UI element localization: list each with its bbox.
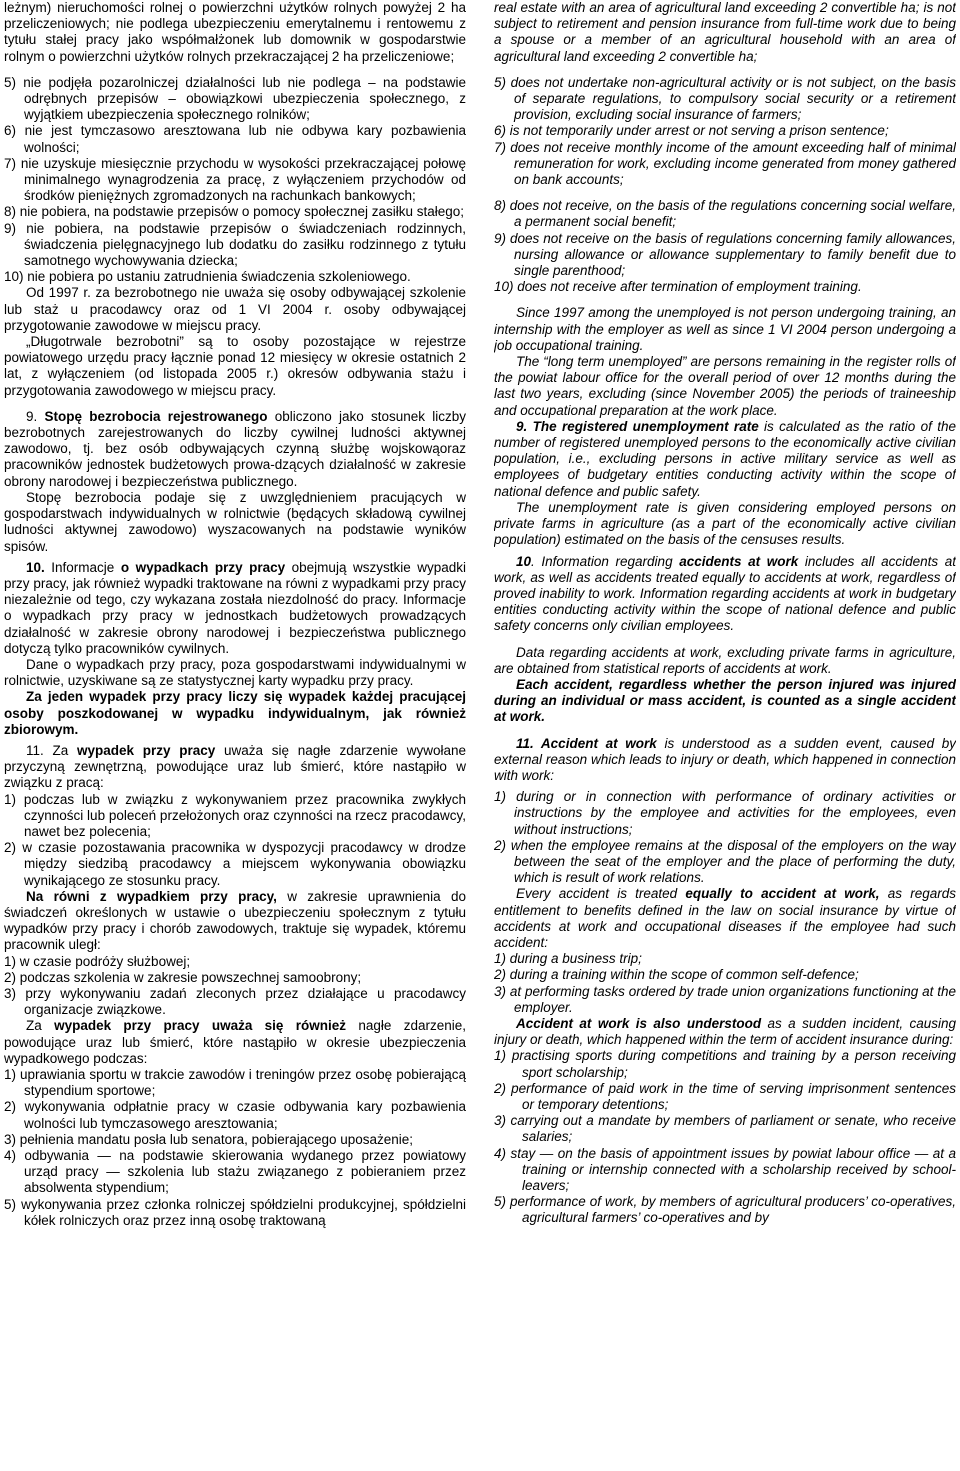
list-item-6-en: 6) is not temporarily under arrest or not serving a prison sentence; bbox=[494, 123, 889, 139]
section-9-para-2: Stopę bezrobocia podaje się z uwzględnieniem pracujących w gospodarstwach indywidualnych w rolnictwie (będących składową cywilnej ludności aktywnej zawodowo) wyszacowanych na podstawie wyników spisów. bbox=[4, 489, 466, 554]
section-11-para-3-item-4: 4) odbywania — na podstawie skierowania wydanego przez powiatowy urząd pracy — szkolenia lub stażu związanego z pobieraniem przez absolwenta stypendium; bbox=[4, 1148, 466, 1196]
section-11-item-1-en: 1) during or in connection with performance of ordinary activities or instructions by the employee and activities for the employees, even without instructions; bbox=[494, 789, 956, 837]
section-11-en: 11. Accident at work is understood as a sudden event, caused by external reason which leads to injury or death, which happened in connection with work: bbox=[494, 735, 956, 783]
section-9-en: 9. The registered unemployment rate is calculated as the ratio of the number of registered unemployed persons to the economically active civilian population, i.e., excluding persons in active military service as well as employees of budgetary entities conducting activity within the scope of national defence and public safety. bbox=[494, 418, 956, 499]
para-1997-en: Since 1997 among the unemployed is not person undergoing training, an internship with the employer as well as since 1 VI 2004 person undergoing a job occupational training. bbox=[494, 305, 956, 353]
section-9-term-en: 9. The registered unemployment rate bbox=[516, 418, 759, 434]
section-10-en: 10. Information regarding accidents at work includes all accidents at work, as well as accidents treated equally to accidents at work, regardless of proved inability to work. Information regarding accidents at work in budgetary entities conducting activity within the scope of national defence and public safety concerns only civilian employees. bbox=[494, 553, 956, 634]
section-11-para-3-item-5: 5) wykonywania przez członka rolniczej spółdzielni produkcyjnej, spółdzielni kółek rolniczych oraz przez inną osobę traktowaną bbox=[4, 1196, 466, 1228]
para-top-en: real estate with an area of agricultural land exceeding 2 convertible ha; is not subject to retirement and pension insurance from full-time work due to being a spouse or a member of an agricultural household with an area of agricultural land exceeding 2 convertible ha; bbox=[494, 0, 956, 64]
section-9: 9. Stopę bezrobocia rejestrowanego obliczono jako stosunek liczby bezrobotnych zarejestrowanych do liczby cywilnej ludności aktywnej zawodowo, tj. bez osób odbywających czynną służbę wojskowąoraz pracowników jednostek budżetowych prowa-dzących działalność w zakresie obrony narodowej i bezpieczeństwa publicznego. bbox=[4, 408, 466, 489]
para-long-term-en: The “long term unemployed” are persons remaining in the register rolls of the powiat labour office for the overall period of over 12 months during the last two years, excluding (since November 2005) the periods of traineeship and occupational preparation at the work place. bbox=[494, 354, 956, 418]
section-11-para-3-item-5-en: 5) performance of work, by members of agricultural producers’ co-operatives, agricultural farmers’ co-operatives and by bbox=[494, 1194, 956, 1226]
list-item-7: 7) nie uzyskuje miesięcznie przychodu w wysokości przekraczającej połowę minimalnego wynagrodzenia za pracę, z wyłączeniem przychodów od środków pieniężnych zgromadzonych na rachunkach bankowych; bbox=[4, 155, 466, 204]
section-11-para-3-item-1: 1) uprawiania sportu w trakcie zawodów i treningów przez osobę pobierającą stypendium sportowe; bbox=[4, 1067, 466, 1099]
section-9-para-2-en: The unemployment rate is given considering employed persons on private farms in agriculture (as a part of the economically active civilian population) estimated on the basis of the censuses results. bbox=[494, 499, 956, 548]
list-item-10-en: 10) does not receive after termination of employment training. bbox=[494, 279, 862, 295]
section-10-term-en: accidents at work bbox=[679, 553, 799, 569]
section-11-para-3: Za wypadek przy pracy uważa się również nagłe zdarzenie, powodujące uraz lub śmierć, które nastąpiło w okresie ubezpieczenia wypadkowego podczas: bbox=[4, 1018, 466, 1066]
polish-column bbox=[4, 0, 466, 1471]
section-10-para-2: Dane o wypadkach przy pracy, poza gospodarstwami indywidualnymi w rolnictwie, uzyskiwane są ze statystycznej karty wypadku przy pracy. bbox=[4, 656, 466, 689]
section-11-item-1: 1) podczas lub w związku z wykonywaniem przez pracownika zwykłych czynności lub poleceń przełożonych oraz czynności na rzecz pracodawcy, nawet bez polecenia; bbox=[4, 791, 466, 839]
section-11-para-2-item-1-en: 1) during a business trip; bbox=[494, 951, 642, 967]
section-11-para-3-item-3: 3) pełnienia mandatu posła lub senatora, pobierającego uposażenie; bbox=[4, 1131, 414, 1147]
section-11-para-2-item-2: 2) podczas szkolenia w zakresie powszechnej samoobrony; bbox=[4, 969, 362, 985]
section-10: 10. Informacje o wypadkach przy pracy obejmują wszystkie wypadki przy pracy, jak również wypadki traktowane na równi z wypadkami przy pracy niezależnie od tego, czy wykazana została niezdolność do pracy. Informacje o wypadkach przy pracy w jednostkach budżetowych prowadzących działalność w zakresie obrony narodowej i bezpieczeństwa publicznego dotyczą tylko pracowników cywilnych. bbox=[4, 559, 466, 656]
section-11-para-2-en: Every accident is treated equally to accident at work, as regards entitlement to benefits defined in the law on social insurance by virtue of accidents at work and occupational diseases if the employee had such accident: bbox=[494, 886, 956, 950]
section-10-term: o wypadkach przy pracy bbox=[120, 559, 286, 575]
section-11-para-2-item-2-en: 2) during a training within the scope of common self-defence; bbox=[494, 967, 859, 983]
section-11-para-2: Na równi z wypadkiem przy pracy, w zakresie uprawnienia do świadczeń określonych w ustawie o ubezpieczeniu społecznym z tytułu wypadków przy pracy i chorób zawodowych, traktuje się wypadek, któremu pracownik uległ: bbox=[4, 888, 466, 953]
list-item-10: 10) nie pobiera po ustaniu zatrudnienia świadczenia szkoleniowego. bbox=[4, 269, 411, 285]
section-11-para-3-item-2: 2) wykonywania odpłatnie pracy w czasie odbywania kary pozbawienia wolności lub tymczasowego aresztowania; bbox=[4, 1099, 466, 1131]
list-item-7-en: 7) does not receive monthly income of the amount exceeding half of minimal remuneration for work, excluding income generated from money gathered on bank accounts; bbox=[494, 139, 956, 188]
section-11-term-en: 11. Accident at work bbox=[516, 735, 657, 751]
section-10-para-2-en: Data regarding accidents at work, excluding private farms in agriculture, are obtained from statistical reports of accidents at work. bbox=[494, 644, 956, 676]
section-11-para-3-item-1-en: 1) practising sports during competitions and training by a person receiving sport scholarship; bbox=[494, 1048, 956, 1080]
section-11-para-3-item-4-en: 4) stay — on the basis of appointment issues by powiat labour office — at a training or internship connected with a scholarship received by school-leavers; bbox=[494, 1145, 956, 1194]
list-item-8: 8) nie pobiera, na podstawie przepisów o pomocy społecznej zasiłku stałego; bbox=[4, 204, 465, 220]
section-10-para-3: Za jeden wypadek przy pracy liczy się wypadek każdej pracującej osoby poszkodowanej w wypadku indywidualnym, jak również zbiorowym. bbox=[4, 689, 466, 737]
section-11-para-3-item-3-en: 3) carrying out a mandate by members of parliament or senate, who receive salaries; bbox=[494, 1113, 956, 1145]
section-11-item-2: 2) w czasie pozostawania pracownika w dyspozycji pracodawcy w drodze między siedzibą pracodawcy a miejscem wykonywania obowiązku wynikającego ze stosunku pracy. bbox=[4, 840, 466, 888]
section-11-item-2-en: 2) when the employee remains at the disposal of the employers on the way between the seat of the employer and the place of performing the duty, which is result of work relations. bbox=[494, 837, 956, 886]
section-11-para-2-item-3: 3) przy wykonywaniu zadań zleconych przez działające u pracodawcy organizacje związkowe. bbox=[4, 985, 466, 1018]
section-10-para-3-en: Each accident, regardless whether the person injured was injured during an individual or mass accident, is counted as a single accident at work. bbox=[494, 676, 956, 725]
section-11-term: wypadek przy pracy bbox=[76, 742, 216, 758]
para-top: leżnym) nieruchomości rolnej o powierzchni użytków rolnych powyżej 2 ha przeliczeniowych; nie podlega ubezpieczeniu emerytalnemu i rentowemu z tytułu stałej pracy jako współmałżonek lub domownik w gospodarstwie rolnym o powierzchni użytków rolnych przekraczającej 2 ha przeliczeniowe; bbox=[4, 0, 466, 64]
list-item-8-en: 8) does not receive, on the basis of the regulations concerning social welfare, a permanent social benefit; bbox=[494, 198, 956, 230]
list-item-5: 5) nie podjęła pozarolniczej działalności lub nie podlega – na podstawie odrębnych przepisów – obowiązkowi ubezpieczenia społecznego, z wyjątkiem ubezpieczenia społecznego rolników; bbox=[4, 74, 466, 123]
section-11-para-2-item-3-en: 3) at performing tasks ordered by trade union organizations functioning at the employer. bbox=[494, 983, 956, 1015]
english-column bbox=[494, 0, 956, 1471]
section-11-para-3-en: Accident at work is also understood as a sudden incident, causing injury or death, which happened within the term of accident insurance during: bbox=[494, 1015, 956, 1048]
para-long-term: „Długotrwale bezrobotni” są to osoby pozostające w rejestrze powiatowego urzędu pracy łącznie ponad 12 miesięcy w okresie ostatnich 2 lat, z wyłączeniem (od listopada 2005 r.) okresów odbywania stażu i przygotowania zawodowego w miejscu pracy. bbox=[4, 334, 466, 398]
list-item-9: 9) nie pobiera, na podstawie przepisów o świadczeniach rodzinnych, świadczenia pielęgnacyjnego lub dodatku do zasiłku rodzinnego z tytułu samotnego wychowywania dziecka; bbox=[4, 220, 466, 269]
section-11-para-3-item-2-en: 2) performance of paid work in the time of serving imprisonment sentences or temporary detentions; bbox=[494, 1080, 956, 1112]
section-11: 11. Za wypadek przy pracy uważa się nagłe zdarzenie wywołane przyczyną zewnętrzną, powodujące uraz lub śmierć, które nastąpiło w związku z pracą: bbox=[4, 742, 466, 791]
list-item-9-en: 9) does not receive on the basis of regulations concerning family allowances, nursing allowance or allowance supplementary to family benefit due to single parenthood; bbox=[494, 230, 956, 279]
section-11-para-2-item-1: 1) w czasie podróży służbowej; bbox=[4, 953, 191, 969]
para-1997: Od 1997 r. za bezrobotnego nie uważa się osoby odbywającej szkolenie lub staż u pracodawcy oraz od 1 VI 2004 r. osoby odbywającej przygotowanie zawodowe w miejscu pracy. bbox=[4, 285, 466, 333]
list-item-5-en: 5) does not undertake non-agricultural activity or is not subject, on the basis of separate regulations, to compulsory social security or a retirement provision, excluding social insurance of farmers; bbox=[494, 74, 956, 123]
list-item-6: 6) nie jest tymczasowo aresztowana lub nie odbywa kary pozbawienia wolności; bbox=[4, 123, 466, 155]
section-9-term: Stopę bezrobocia rejestrowanego bbox=[44, 408, 268, 424]
